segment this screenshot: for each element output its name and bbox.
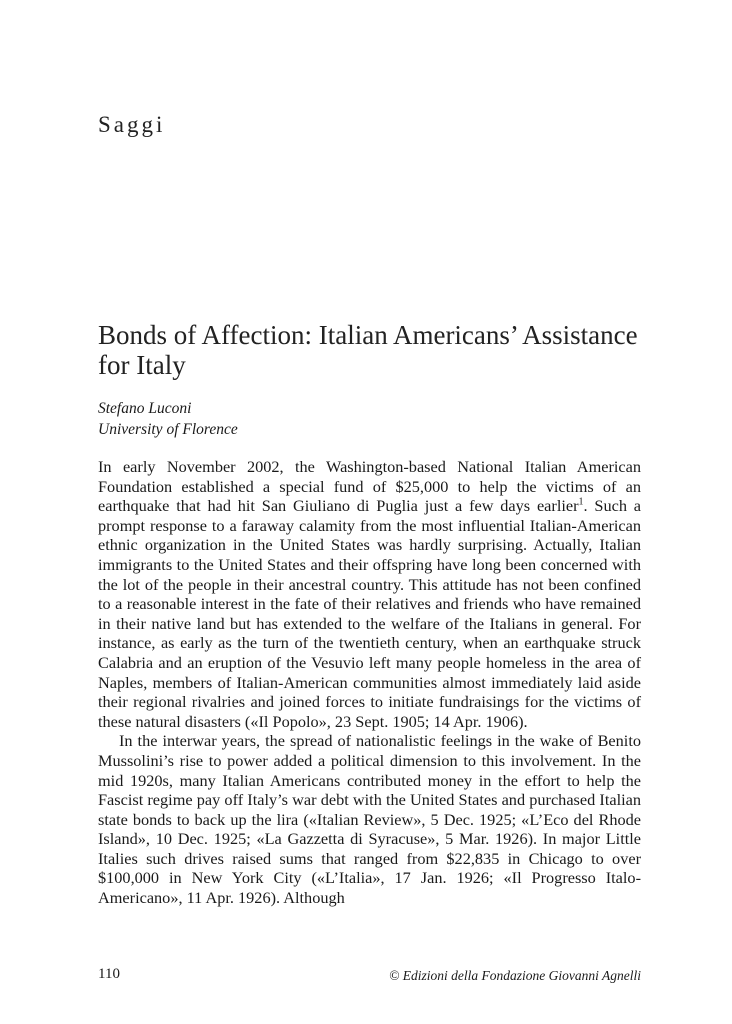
- section-label: Saggi: [98, 112, 166, 137]
- paragraph-text: . Such a prompt response to a faraway calamity from the most influential Italian-American ethnic organization in the United States was hardly surprising. Actually, Italian immigrants to the United States and their offspring have long been concerned with the lot of the people in their ancestral country. This attitude has not been confined to a reasonable interest in the fate of their relatives and friends who have remained in their native land but has extended to the welfare of the Italians in general. For instance, as early as the turn of the twentieth century, when an earthquake struck Calabria and an eruption of the Vesuvio left many people homeless in the area of Naples, members of Italian-American communities almost immediately laid aside their regional rivalries and joined forces to initiate fundraisings for the victims of these natural disasters («Il Popolo», 23 Sept. 1905; 14 Apr. 1906).: [98, 496, 641, 731]
- article-title: Bonds of Affection: Italian Americans’ Assistance for Italy: [98, 320, 638, 380]
- footnote-reference[interactable]: 1: [578, 496, 584, 508]
- page-footer: [98, 966, 641, 990]
- page-number: 110: [98, 966, 120, 982]
- author-affiliation: University of Florence: [98, 421, 238, 438]
- author-name: Stefano Luconi: [98, 400, 192, 417]
- paragraph-text: In early November 2002, the Washington-based National Italian American Foundation established a special fund of $25,000 to help the victims of an earthquake that had hit San Giuliano di Puglia just a few days earlier: [98, 457, 641, 516]
- byline: [98, 398, 238, 440]
- publisher-credit: © Edizioni della Fondazione Giovanni Agnelli: [389, 968, 641, 983]
- body-paragraph: [98, 457, 641, 731]
- article-body: [98, 457, 641, 908]
- body-paragraph: In the interwar years, the spread of nationalistic feelings in the wake of Benito Mussolini’s rise to power added a political dimension to this involvement. In the mid 1920s, many Italian Americans contributed money in the effort to help the Fascist regime pay off Italy’s war debt with the United States and purchased Italian state bonds to back up the lira («Italian Review», 5 Dec. 1925; «L’Eco del Rhode Island», 10 Dec. 1925; «La Gazzetta di Syracuse», 5 Mar. 1926). In major Little Italies such drives raised sums that ranged from $22,835 in Chicago to over $100,000 in New York City («L’Italia», 17 Jan. 1926; «Il Progresso Italo-Americano», 11 Apr. 1926). Although: [98, 731, 641, 908]
